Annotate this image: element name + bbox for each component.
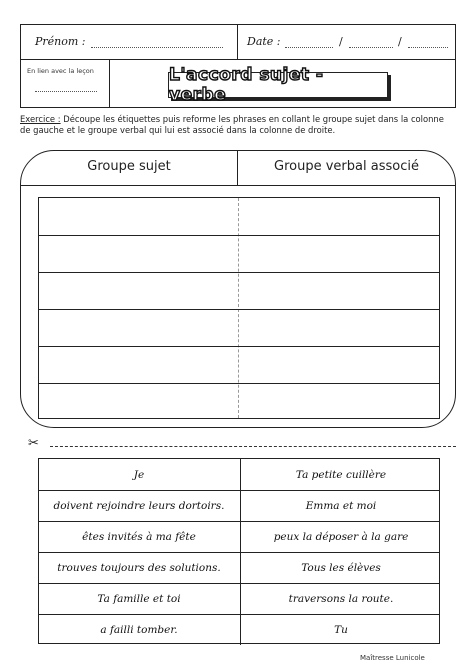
label-row [39,521,439,553]
label-row [39,459,439,491]
grid-row-line [39,235,439,236]
grid-row-line [39,346,439,347]
label-verb[interactable]: trouves toujours des solutions. [57,561,221,574]
grid-column-divider [238,198,239,418]
lesson-label: En lien avec la leçon [27,67,94,75]
label-row [39,614,439,645]
lesson-field[interactable] [35,91,97,92]
answer-grid[interactable] [38,197,440,419]
header-divider [109,59,110,107]
labels-table [38,458,440,644]
label-subject[interactable]: Je [133,468,145,481]
label-row [39,490,439,522]
label-subject[interactable]: Tu [240,614,441,645]
date-separator: / [398,35,402,48]
instructions-text: Découpe les étiquettes puis reforme les phrases en collant le groupe sujet dans la colonne de gauche et le groupe verbal qui lui est associé dans la colonne de droite. [20,114,444,135]
label-verb[interactable]: êtes invités à ma fête [82,530,196,543]
label-subject[interactable]: Emma et moi [240,490,441,521]
grid-row-line [39,272,439,273]
page-title: L'accord sujet - verbe [168,72,388,98]
prenom-field[interactable] [91,47,223,48]
date-day-field[interactable] [285,47,333,48]
date-year-field[interactable] [408,47,448,48]
column-header-subject: Groupe sujet [87,159,171,174]
label-row [39,583,439,615]
instructions-prefix: Exercice : [20,114,61,124]
date-separator: / [339,35,343,48]
column-header-verb: Groupe verbal associé [274,159,419,174]
scissors-icon: ✂ [28,436,39,451]
grid-row-line [39,383,439,384]
label-subject[interactable]: Ta famille et toi [97,592,181,605]
instructions [20,114,456,136]
label-verb[interactable]: traversons la route. [240,583,441,614]
header-divider [21,59,455,60]
date-month-field[interactable] [349,47,393,48]
label-row [39,552,439,584]
grid-row-line [39,309,439,310]
label-verb[interactable]: doivent rejoindre leurs dortoirs. [53,499,225,512]
label-verb[interactable]: a failli tomber. [100,623,178,636]
header-divider [237,25,238,59]
label-verb[interactable]: peux la déposer à la gare [240,521,441,552]
author-credit: Maîtresse Lunicole [360,654,425,662]
cut-line [50,446,456,447]
label-verb[interactable]: Ta petite cuillère [240,459,441,490]
date-label: Date : [247,35,281,48]
prenom-label: Prénom : [35,35,86,48]
header-underline [21,185,455,186]
label-subject[interactable]: Tous les élèves [240,552,441,583]
